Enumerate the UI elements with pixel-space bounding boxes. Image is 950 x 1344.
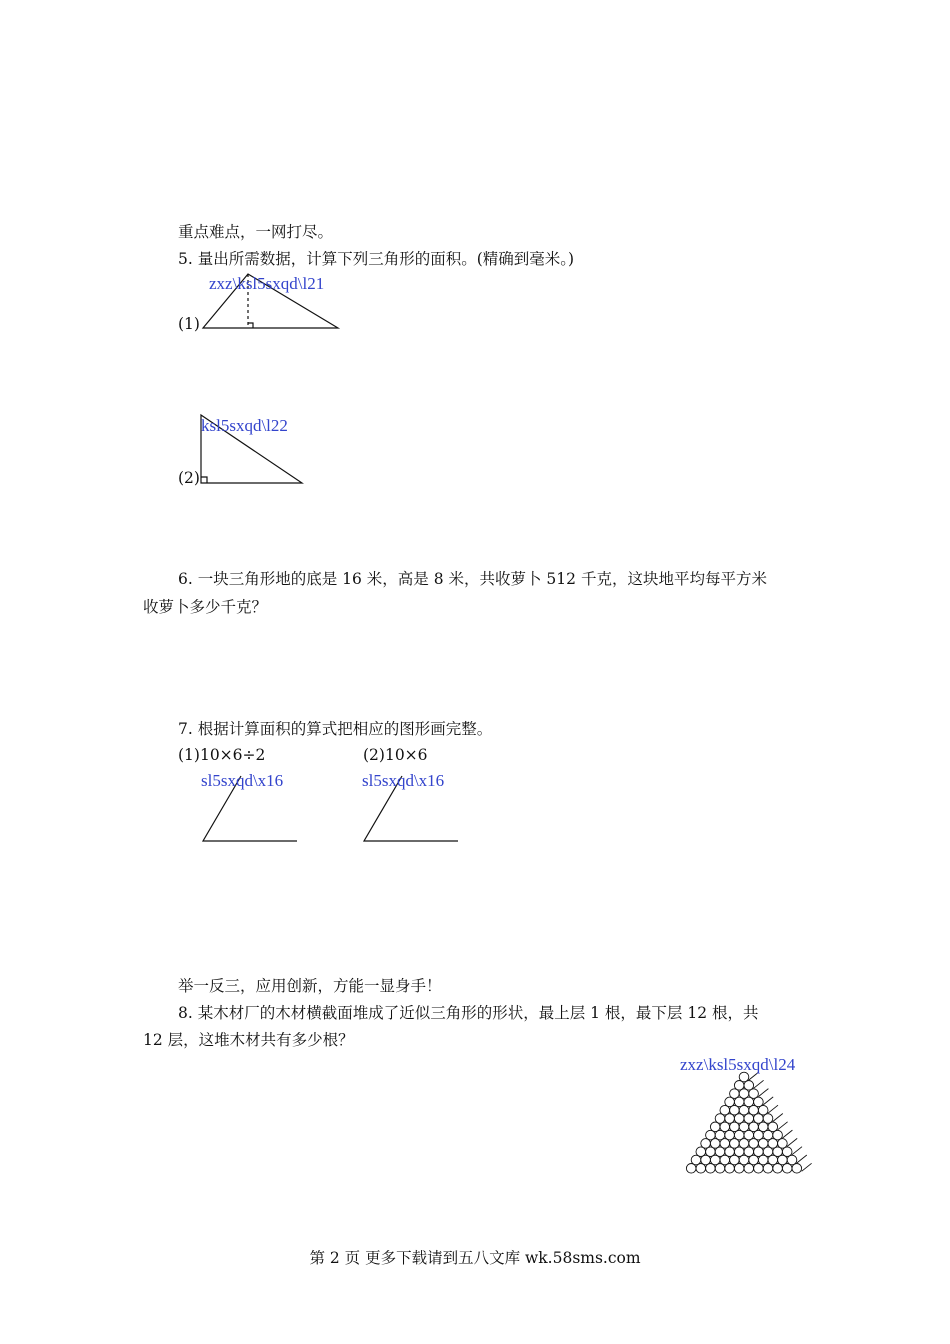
question-8-line-2: 12 层，这堆木材共有多少根？ xyxy=(143,1031,354,1049)
figure-7-2-code: sl5sxqd\x16 xyxy=(362,771,445,790)
log-circle xyxy=(782,1164,792,1174)
hatch-line xyxy=(797,1155,807,1163)
log-circle xyxy=(725,1164,735,1174)
log-circle xyxy=(763,1164,773,1174)
log-circle xyxy=(696,1164,706,1174)
question-6-line-1: 6. 一块三角形地的底是 16 米，高是 8 米，共收萝卜 512 千克，这块地平均每平方米 xyxy=(178,570,767,588)
section-heading-key-points: 重点难点，一网打尽。 xyxy=(178,223,334,241)
log-circle xyxy=(706,1164,716,1174)
log-pile-figure xyxy=(686,1072,811,1173)
figure-1-code: zxz\ksl5sxqd\l21 xyxy=(209,274,325,293)
figure-2-code: ksl5sxqd\l22 xyxy=(201,416,288,435)
question-8-line-1: 8. 某木材厂的木材横截面堆成了近似三角形的形状，最上层 1 根，最下层 12 根，共 xyxy=(178,1004,759,1022)
hatch-line xyxy=(782,1130,792,1138)
log-circle xyxy=(792,1164,802,1174)
hatch-line xyxy=(802,1163,812,1171)
hatch-line xyxy=(792,1147,802,1155)
hatch-line xyxy=(768,1105,778,1113)
page-footer: 第 2 页 更多下载请到五八文库 wk.58sms.com xyxy=(309,1249,641,1267)
log-circle xyxy=(744,1164,754,1174)
question-7-prompt: 7. 根据计算面积的算式把相应的图形画完整。 xyxy=(178,720,493,738)
hatch-line xyxy=(763,1097,773,1105)
figure-2-label: (2) xyxy=(178,469,200,487)
figure-8-code: zxz\ksl5sxqd\l24 xyxy=(680,1055,796,1074)
figure-7-1-code: sl5sxqd\x16 xyxy=(201,771,284,790)
log-circle xyxy=(686,1164,696,1174)
section-heading-apply: 举一反三，应用创新，方能一显身手！ xyxy=(178,977,442,995)
log-circle xyxy=(754,1164,764,1174)
question-6-line-2: 收萝卜多少千克？ xyxy=(143,598,268,616)
hatch-line xyxy=(754,1080,764,1088)
log-circle xyxy=(715,1164,725,1174)
question-7-item-2: (2)10×6 xyxy=(363,746,428,764)
figure-1-label: (1) xyxy=(178,315,200,333)
hatch-line xyxy=(778,1122,788,1130)
hatch-line xyxy=(787,1138,797,1146)
log-circle xyxy=(734,1164,744,1174)
question-7-item-1: (1)10×6÷2 xyxy=(178,746,266,764)
log-circle xyxy=(773,1164,783,1174)
question-5-prompt: 5. 量出所需数据，计算下列三角形的面积。(精确到毫米。) xyxy=(178,250,575,268)
hatch-line xyxy=(773,1114,783,1122)
hatch-line xyxy=(758,1089,768,1097)
